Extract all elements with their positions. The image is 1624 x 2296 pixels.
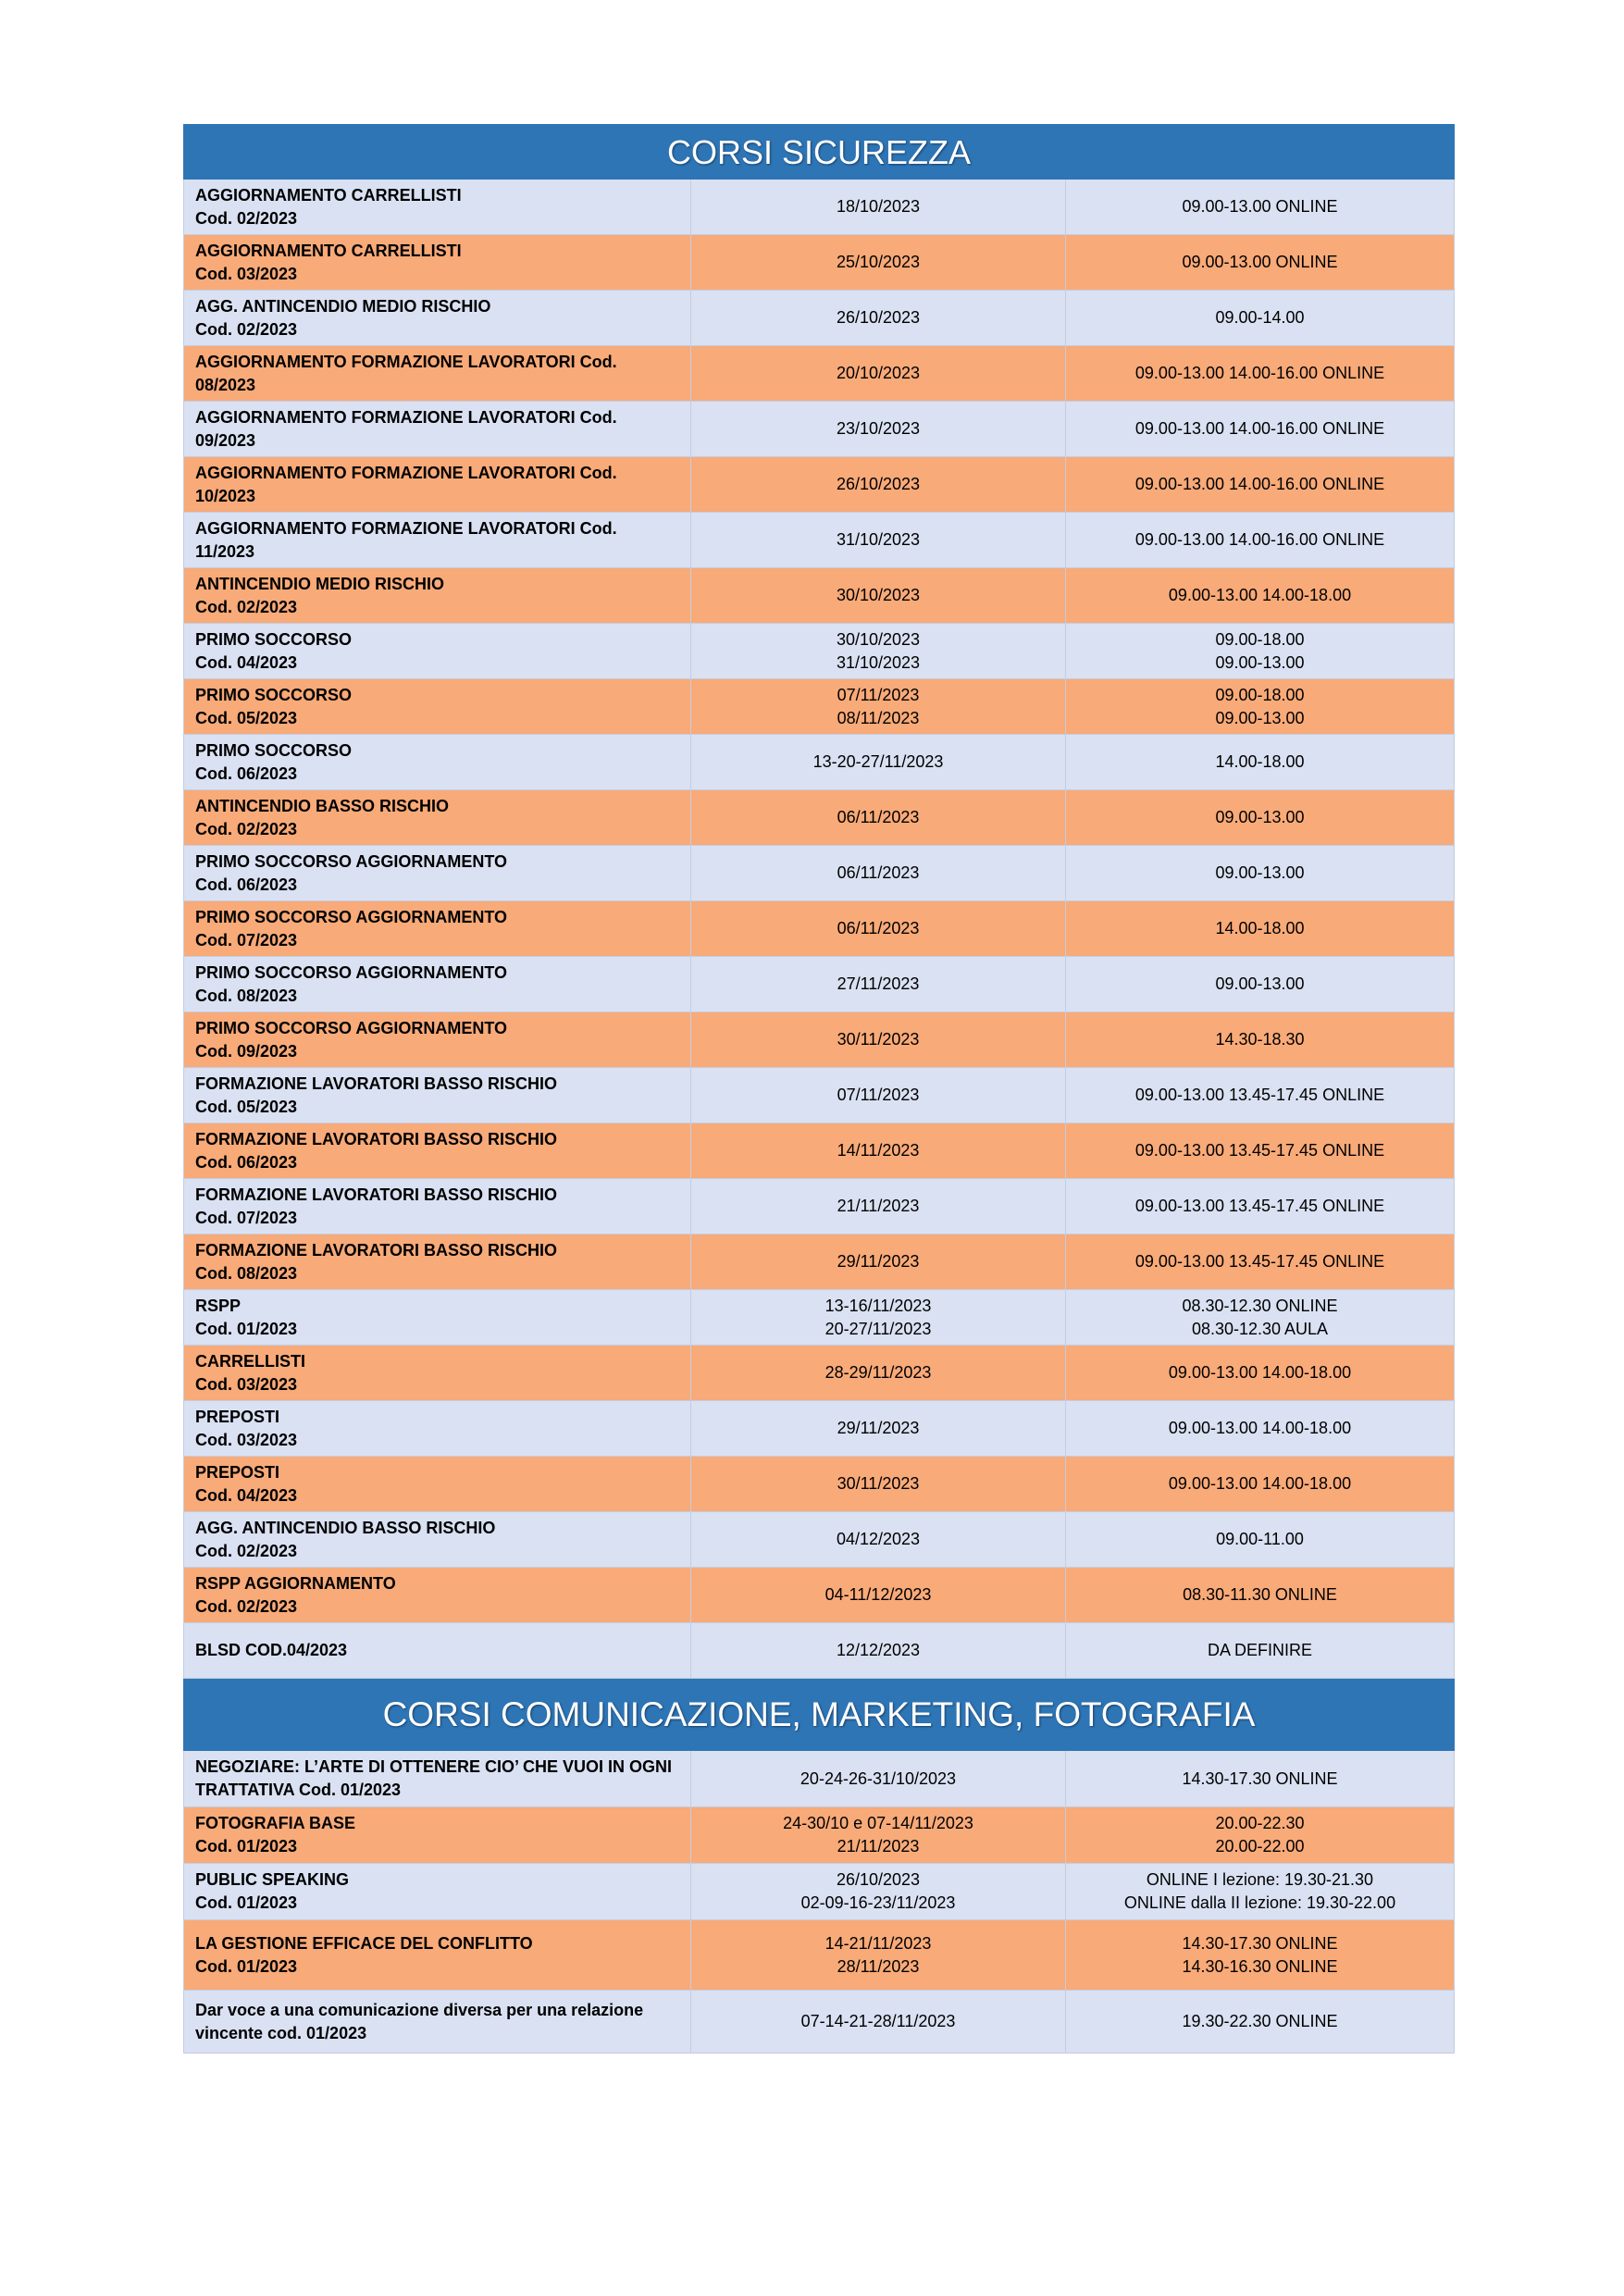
course-name-cell	[184, 1512, 691, 1568]
course-name-cell	[184, 402, 691, 457]
course-name-line: Dar voce a una comunicazione diversa per una relazione	[195, 2000, 644, 2019]
course-name-cell	[184, 1991, 691, 2054]
course-time-line: 09.00-14.00	[1215, 308, 1305, 327]
course-time-cell	[1066, 901, 1455, 957]
course-row	[184, 1457, 1455, 1512]
course-row	[184, 513, 1455, 568]
course-name-line: Cod. 09/2023	[195, 1041, 298, 1061]
course-row	[184, 346, 1455, 402]
course-name-line: PRIMO SOCCORSO AGGIORNAMENTO	[195, 1018, 508, 1037]
course-name-line: Cod. 02/2023	[195, 319, 298, 339]
course-time-line: 19.30-22.30 ONLINE	[1182, 2012, 1338, 2030]
course-name-line: AGGIORNAMENTO CARRELLISTI	[195, 185, 462, 205]
course-date-line: 28/11/2023	[837, 1956, 920, 1976]
course-name-line: AGG. ANTINCENDIO BASSO RISCHIO	[195, 1518, 496, 1537]
course-schedule-sheet	[183, 124, 1454, 2054]
course-time-line: 09.00-13.00 ONLINE	[1182, 197, 1338, 216]
course-name-cell	[184, 1568, 691, 1623]
course-date-line: 31/10/2023	[836, 530, 921, 549]
course-time-cell	[1066, 1457, 1455, 1512]
course-name-line: FORMAZIONE LAVORATORI BASSO RISCHIO	[195, 1129, 558, 1148]
course-date-line: 29/11/2023	[837, 1252, 920, 1271]
course-time-cell	[1066, 1068, 1455, 1123]
course-name-line: Cod. 02/2023	[195, 597, 298, 616]
course-name-cell	[184, 568, 691, 624]
course-date-line: 30/11/2023	[837, 1474, 920, 1493]
course-name-line: CARRELLISTI	[195, 1351, 305, 1371]
course-name-line: FORMAZIONE LAVORATORI BASSO RISCHIO	[195, 1240, 558, 1260]
course-row	[184, 402, 1455, 457]
course-name-line: Cod. 02/2023	[195, 1541, 298, 1560]
course-date-cell	[691, 1751, 1066, 1807]
course-time-line: ONLINE I lezione: 19.30-21.30	[1146, 1870, 1374, 1889]
course-time-line: 09.00-13.00 13.45-17.45 ONLINE	[1134, 1086, 1385, 1104]
course-name-line: LA GESTIONE EFFICACE DEL CONFLITTO	[195, 1933, 533, 1953]
course-date-line: 26/10/2023	[836, 1870, 921, 1889]
course-time-line: 14.30-17.30 ONLINE	[1182, 1933, 1338, 1953]
course-name-line: Cod. 02/2023	[195, 819, 298, 838]
course-name-cell	[184, 1457, 691, 1512]
course-name-line: AGG. ANTINCENDIO MEDIO RISCHIO	[195, 296, 491, 316]
course-name-line: Cod. 07/2023	[195, 1208, 298, 1227]
course-row	[184, 1068, 1455, 1123]
course-name-cell	[184, 957, 691, 1012]
course-row	[184, 1568, 1455, 1623]
course-date-line: 14/11/2023	[837, 1141, 920, 1160]
course-name-line: PRIMO SOCCORSO	[195, 629, 353, 649]
course-time-line: 08.30-12.30 AULA	[1191, 1319, 1329, 1338]
course-name-line: PREPOSTI	[195, 1462, 280, 1482]
course-name-line: Cod. 08/2023	[195, 1263, 298, 1283]
course-date-line: 30/10/2023	[836, 586, 921, 604]
course-date-line: 06/11/2023	[837, 808, 920, 826]
course-time-line: 14.00-18.00	[1215, 919, 1305, 937]
section-title-safety: CORSI SICUREZZA	[184, 125, 1455, 180]
course-name-line: 11/2023	[195, 541, 255, 561]
course-name-cell	[184, 901, 691, 957]
course-date-line: 04/12/2023	[836, 1530, 921, 1548]
course-date-cell	[691, 1012, 1066, 1068]
course-time-cell	[1066, 1623, 1455, 1679]
course-time-line: 09.00-13.00 13.45-17.45 ONLINE	[1134, 1141, 1385, 1160]
course-row	[184, 735, 1455, 790]
course-date-cell	[691, 1401, 1066, 1457]
course-time-line: 08.30-11.30 ONLINE	[1183, 1585, 1337, 1604]
course-date-cell	[691, 1807, 1066, 1864]
course-name-line: vincente cod. 01/2023	[195, 2023, 367, 2042]
course-name-cell	[184, 735, 691, 790]
course-date-cell	[691, 1991, 1066, 2054]
course-date-cell	[691, 291, 1066, 346]
course-time-line: 14.00-18.00	[1215, 752, 1305, 771]
course-name-line: Cod. 06/2023	[195, 1152, 298, 1172]
course-name-cell	[184, 1920, 691, 1991]
course-time-cell	[1066, 1235, 1455, 1290]
course-row	[184, 1751, 1455, 1807]
course-date-line: 06/11/2023	[837, 863, 920, 882]
course-name-line: Cod. 06/2023	[195, 875, 298, 894]
course-date-line: 14-21/11/2023	[824, 1933, 932, 1953]
course-row	[184, 1235, 1455, 1290]
course-date-cell	[691, 1568, 1066, 1623]
course-date-line: 30/10/2023	[836, 629, 921, 649]
course-name-cell	[184, 1864, 691, 1920]
course-date-line: 20-24-26-31/10/2023	[800, 1769, 957, 1788]
course-time-line: 09.00-13.00 14.00-16.00 ONLINE	[1134, 530, 1385, 549]
course-time-cell	[1066, 1179, 1455, 1235]
course-time-line: 09.00-11.00	[1216, 1530, 1304, 1548]
course-time-cell	[1066, 624, 1455, 679]
course-time-cell	[1066, 679, 1455, 735]
course-time-line: 09.00-13.00 13.45-17.45 ONLINE	[1134, 1197, 1385, 1215]
course-time-cell	[1066, 1401, 1455, 1457]
course-name-cell	[184, 1012, 691, 1068]
course-name-cell	[184, 291, 691, 346]
course-time-line: 09.00-13.00 14.00-18.00	[1168, 1363, 1352, 1382]
course-row	[184, 1512, 1455, 1568]
course-row	[184, 790, 1455, 846]
course-name-line: Cod. 05/2023	[195, 1097, 298, 1116]
course-date-line: 13-16/11/2023	[824, 1296, 932, 1315]
course-time-line: 09.00-18.00	[1215, 629, 1305, 649]
section-header-communication	[184, 1679, 1455, 1751]
course-name-line: FORMAZIONE LAVORATORI BASSO RISCHIO	[195, 1074, 558, 1093]
course-name-cell	[184, 1235, 691, 1290]
course-row	[184, 679, 1455, 735]
course-time-cell	[1066, 513, 1455, 568]
course-time-line: 09.00-13.00 ONLINE	[1182, 253, 1338, 271]
course-name-cell	[184, 1068, 691, 1123]
course-name-line: AGGIORNAMENTO FORMAZIONE LAVORATORI Cod.	[195, 352, 617, 371]
course-name-cell	[184, 624, 691, 679]
course-time-cell	[1066, 1991, 1455, 2054]
course-date-line: 21/11/2023	[837, 1197, 920, 1215]
course-row	[184, 180, 1455, 235]
course-name-cell	[184, 1623, 691, 1679]
course-time-cell	[1066, 402, 1455, 457]
course-time-cell	[1066, 1290, 1455, 1346]
course-time-cell	[1066, 735, 1455, 790]
course-date-cell	[691, 790, 1066, 846]
course-name-line: PRIMO SOCCORSO AGGIORNAMENTO	[195, 907, 508, 926]
course-date-line: 20/10/2023	[836, 364, 921, 382]
course-name-line: Cod. 04/2023	[195, 652, 298, 672]
section-title-communication: CORSI COMUNICAZIONE, MARKETING, FOTOGRAFIA	[184, 1679, 1455, 1751]
course-date-line: 07/11/2023	[837, 685, 920, 704]
course-time-line: 09.00-13.00	[1215, 652, 1305, 672]
course-row	[184, 1290, 1455, 1346]
course-name-line: Cod. 02/2023	[195, 208, 298, 228]
course-date-cell	[691, 1920, 1066, 1991]
course-name-line: Cod. 08/2023	[195, 986, 298, 1005]
course-name-line: ANTINCENDIO BASSO RISCHIO	[195, 796, 450, 815]
course-date-line: 28-29/11/2023	[824, 1363, 932, 1382]
course-name-line: TRATTATIVA Cod. 01/2023	[195, 1781, 402, 1799]
course-name-cell	[184, 457, 691, 513]
course-date-line: 07/11/2023	[837, 1086, 920, 1104]
course-date-cell	[691, 568, 1066, 624]
course-time-cell	[1066, 180, 1455, 235]
course-time-line: 09.00-13.00 14.00-18.00	[1168, 586, 1352, 604]
course-date-cell	[691, 1290, 1066, 1346]
course-time-line: 09.00-13.00	[1215, 974, 1305, 993]
course-time-cell	[1066, 568, 1455, 624]
course-time-line: 09.00-13.00 14.00-16.00 ONLINE	[1134, 475, 1385, 493]
course-time-cell	[1066, 1123, 1455, 1179]
course-row	[184, 1401, 1455, 1457]
course-name-cell	[184, 679, 691, 735]
section-header-safety	[184, 125, 1455, 180]
course-name-line: FOTOGRAFIA BASE	[195, 1814, 356, 1832]
course-name-line: AGGIORNAMENTO CARRELLISTI	[195, 241, 462, 260]
course-date-cell	[691, 1235, 1066, 1290]
course-date-line: 27/11/2023	[837, 974, 920, 993]
course-name-line: Cod. 06/2023	[195, 763, 298, 783]
course-name-line: 10/2023	[195, 486, 256, 505]
course-time-line: 14.30-18.30	[1215, 1030, 1305, 1049]
course-time-cell	[1066, 1864, 1455, 1920]
course-date-line: 06/11/2023	[837, 919, 920, 937]
course-date-cell	[691, 679, 1066, 735]
course-name-line: Cod. 01/2023	[195, 1893, 298, 1912]
course-date-line: 26/10/2023	[836, 308, 921, 327]
course-date-cell	[691, 1864, 1066, 1920]
course-time-cell	[1066, 1807, 1455, 1864]
course-date-line: 29/11/2023	[837, 1419, 920, 1437]
course-name-line: Cod. 04/2023	[195, 1485, 298, 1505]
course-row	[184, 1991, 1455, 2054]
course-date-cell	[691, 1068, 1066, 1123]
course-name-line: AGGIORNAMENTO FORMAZIONE LAVORATORI Cod.	[195, 407, 617, 427]
course-date-line: 12/12/2023	[836, 1641, 921, 1659]
course-date-line: 21/11/2023	[837, 1837, 920, 1855]
course-name-line: Cod. 03/2023	[195, 1374, 298, 1394]
course-name-line: Cod. 02/2023	[195, 1596, 298, 1616]
course-row	[184, 235, 1455, 291]
course-row	[184, 1012, 1455, 1068]
course-time-line: 14.30-16.30 ONLINE	[1182, 1956, 1338, 1976]
course-time-line: 09.00-13.00	[1215, 863, 1305, 882]
course-time-line: 09.00-13.00 14.00-18.00	[1168, 1419, 1352, 1437]
course-date-line: 20-27/11/2023	[824, 1319, 932, 1338]
course-time-cell	[1066, 291, 1455, 346]
course-time-line: 09.00-13.00 14.00-18.00	[1168, 1474, 1352, 1493]
course-name-line: AGGIORNAMENTO FORMAZIONE LAVORATORI Cod.	[195, 463, 617, 482]
course-time-cell	[1066, 457, 1455, 513]
course-date-cell	[691, 457, 1066, 513]
course-row	[184, 1623, 1455, 1679]
course-time-cell	[1066, 1920, 1455, 1991]
course-row	[184, 1920, 1455, 1991]
course-name-line: Cod. 01/2023	[195, 1956, 298, 1976]
course-date-line: 30/11/2023	[837, 1030, 920, 1049]
course-date-cell	[691, 513, 1066, 568]
course-name-cell	[184, 1123, 691, 1179]
course-date-cell	[691, 402, 1066, 457]
course-name-cell	[184, 1807, 691, 1864]
course-date-cell	[691, 735, 1066, 790]
course-date-cell	[691, 346, 1066, 402]
course-name-line: AGGIORNAMENTO FORMAZIONE LAVORATORI Cod.	[195, 518, 617, 538]
course-name-line: Cod. 01/2023	[195, 1837, 298, 1855]
course-row	[184, 901, 1455, 957]
course-name-cell	[184, 513, 691, 568]
course-row	[184, 1346, 1455, 1401]
course-date-cell	[691, 957, 1066, 1012]
course-name-line: PRIMO SOCCORSO	[195, 685, 353, 704]
course-date-line: 07-14-21-28/11/2023	[800, 2012, 956, 2030]
course-date-cell	[691, 1346, 1066, 1401]
course-name-cell	[184, 790, 691, 846]
course-date-line: 26/10/2023	[836, 475, 921, 493]
course-time-cell	[1066, 790, 1455, 846]
course-date-cell	[691, 846, 1066, 901]
course-name-cell	[184, 1179, 691, 1235]
course-time-line: 09.00-13.00	[1215, 808, 1305, 826]
course-date-cell	[691, 180, 1066, 235]
course-time-cell	[1066, 1512, 1455, 1568]
course-time-line: 08.30-12.30 ONLINE	[1182, 1296, 1338, 1315]
course-name-cell	[184, 1751, 691, 1807]
course-name-cell	[184, 1290, 691, 1346]
course-name-line: RSPP AGGIORNAMENTO	[195, 1573, 396, 1593]
course-name-line: PRIMO SOCCORSO AGGIORNAMENTO	[195, 851, 508, 871]
course-name-cell	[184, 1401, 691, 1457]
course-name-line: NEGOZIARE: L’ARTE DI OTTENERE CIO’ CHE VUOI IN OGNI	[195, 1757, 673, 1776]
course-date-line: 18/10/2023	[836, 197, 921, 216]
course-name-line: Cod. 05/2023	[195, 708, 298, 727]
course-row	[184, 457, 1455, 513]
course-time-cell	[1066, 1568, 1455, 1623]
course-time-cell	[1066, 957, 1455, 1012]
course-date-line: 23/10/2023	[836, 419, 921, 438]
course-name-line: Cod. 01/2023	[195, 1319, 298, 1338]
course-row	[184, 1864, 1455, 1920]
course-time-line: ONLINE dalla II lezione: 19.30-22.00	[1123, 1893, 1396, 1912]
course-row	[184, 568, 1455, 624]
course-name-line: ANTINCENDIO MEDIO RISCHIO	[195, 574, 445, 593]
course-time-line: 09.00-13.00 14.00-16.00 ONLINE	[1134, 364, 1385, 382]
course-time-line: 09.00-13.00 13.45-17.45 ONLINE	[1134, 1252, 1385, 1271]
course-date-line: 04-11/12/2023	[824, 1585, 932, 1604]
course-name-line: 09/2023	[195, 430, 256, 450]
course-name-cell	[184, 180, 691, 235]
course-name-line: PREPOSTI	[195, 1407, 280, 1426]
course-name-cell	[184, 235, 691, 291]
course-time-line: 14.30-17.30 ONLINE	[1182, 1769, 1338, 1788]
course-time-cell	[1066, 1751, 1455, 1807]
course-time-cell	[1066, 1346, 1455, 1401]
course-name-line: PRIMO SOCCORSO	[195, 740, 353, 760]
course-date-line: 24-30/10 e 07-14/11/2023	[783, 1814, 973, 1832]
course-time-cell	[1066, 1012, 1455, 1068]
course-table	[183, 124, 1455, 2054]
course-row	[184, 1179, 1455, 1235]
course-date-cell	[691, 1623, 1066, 1679]
course-time-line: 20.00-22.00	[1215, 1837, 1305, 1855]
course-row	[184, 846, 1455, 901]
course-name-line: PRIMO SOCCORSO AGGIORNAMENTO	[195, 962, 508, 982]
course-date-cell	[691, 1457, 1066, 1512]
course-name-line: RSPP	[195, 1296, 242, 1315]
course-date-cell	[691, 624, 1066, 679]
course-name-line: Cod. 03/2023	[195, 264, 298, 283]
course-date-cell	[691, 901, 1066, 957]
course-name-cell	[184, 346, 691, 402]
course-date-line: 08/11/2023	[837, 708, 920, 727]
course-date-line: 13-20-27/11/2023	[812, 752, 944, 771]
course-row	[184, 1123, 1455, 1179]
course-name-line: PUBLIC SPEAKING	[195, 1870, 350, 1889]
course-name-cell	[184, 846, 691, 901]
course-date-cell	[691, 1123, 1066, 1179]
course-name-line: BLSD COD.04/2023	[195, 1641, 348, 1659]
course-time-cell	[1066, 346, 1455, 402]
course-date-line: 31/10/2023	[836, 652, 921, 672]
course-time-cell	[1066, 235, 1455, 291]
course-name-line: Cod. 03/2023	[195, 1430, 298, 1449]
course-time-line: 09.00-13.00 14.00-16.00 ONLINE	[1134, 419, 1385, 438]
course-time-line: DA DEFINIRE	[1207, 1641, 1313, 1659]
course-row	[184, 1807, 1455, 1864]
course-row	[184, 957, 1455, 1012]
course-row	[184, 624, 1455, 679]
course-time-line: 20.00-22.30	[1215, 1814, 1305, 1832]
course-name-line: FORMAZIONE LAVORATORI BASSO RISCHIO	[195, 1185, 558, 1204]
course-time-cell	[1066, 846, 1455, 901]
course-date-line: 25/10/2023	[836, 253, 921, 271]
course-name-cell	[184, 1346, 691, 1401]
course-time-line: 09.00-13.00	[1215, 708, 1305, 727]
course-name-line: 08/2023	[195, 375, 256, 394]
course-date-cell	[691, 1179, 1066, 1235]
course-time-line: 09.00-18.00	[1215, 685, 1305, 704]
course-name-line: Cod. 07/2023	[195, 930, 298, 949]
course-row	[184, 291, 1455, 346]
course-date-cell	[691, 235, 1066, 291]
course-date-line: 02-09-16-23/11/2023	[800, 1893, 956, 1912]
course-date-cell	[691, 1512, 1066, 1568]
